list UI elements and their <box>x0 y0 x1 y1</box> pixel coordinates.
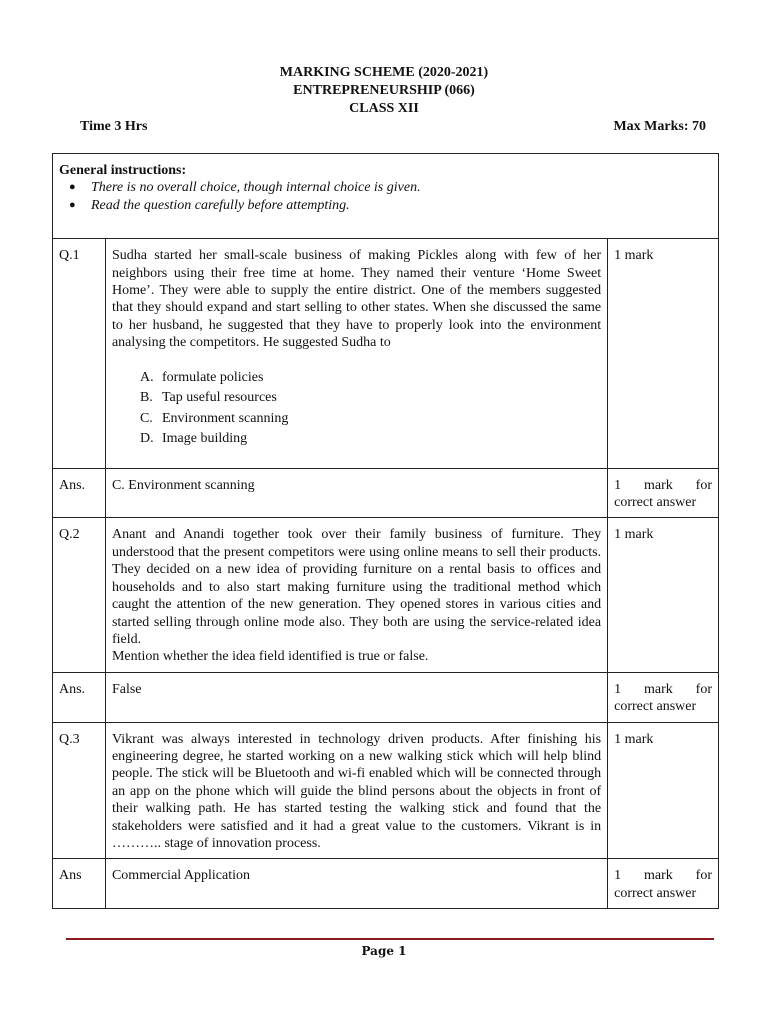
option-text: formulate policies <box>161 369 264 385</box>
meta-row <box>80 119 706 135</box>
instruction-item: ● There is no overall choice, though internal choice is given. <box>91 179 712 196</box>
option-letter: C. <box>139 410 153 426</box>
page-number: Page 1 <box>361 944 407 958</box>
question-marks: 1 mark <box>608 239 719 468</box>
question-number: Q.2 <box>53 518 106 672</box>
instructions-list <box>59 179 712 214</box>
instructions-title: General instructions: <box>59 163 187 178</box>
answer-label: Ans. <box>53 672 106 722</box>
class-title: CLASS XII <box>349 101 419 116</box>
document-header <box>0 64 768 118</box>
answer-text: False <box>105 672 607 722</box>
answer-row-q3 <box>53 859 719 909</box>
instructions-cell <box>53 154 719 239</box>
instruction-item: ● Read the question carefully before attempting. <box>91 197 712 214</box>
options-list <box>112 368 601 450</box>
question-text: Anant and Anandi together took over their family business of furniture. They understood that the present competitors were using online means to sell their products. They decided on a new idea of providing furniture on a rental basis to offices and households and to also start making furniture using the traditional method which caught the attention of the new generation. They opened stores in various cities and started selling through online mode also. They both are using the service-related idea field. <box>111 527 602 647</box>
question-row-q2 <box>53 518 719 672</box>
instructions-row <box>53 154 719 239</box>
option-letter: D. <box>139 431 154 447</box>
question-text-cell <box>105 239 607 468</box>
option-letter: B. <box>139 390 153 406</box>
answer-marks: 1 mark for correct answer <box>608 468 719 518</box>
option-item <box>140 409 601 430</box>
answer-label: Ans <box>53 859 106 909</box>
option-item <box>140 388 601 409</box>
option-text: Image building <box>161 431 248 447</box>
question-text: Vikrant was always interested in technology driven products. After finishing his engineering degree, he started working on a new walking stick which will help blind people. The stick will be Bluetooth and wi-fi enabled which will be connected through an app on the phone which will guide the blind persons about the objects in front of their walking path. He has started testing the walking stick and found that the stakeholders were satisfied and it had a great value to the customers. Vikrant is in ……….. stage of innovation process. <box>105 722 607 859</box>
question-row-q3 <box>53 722 719 859</box>
question-number: Q.1 <box>53 239 106 468</box>
answer-row-q2 <box>53 672 719 722</box>
marking-scheme-table <box>52 153 719 909</box>
question-prompt: Mention whether the idea field identified is true or false. <box>111 649 429 665</box>
question-text-cell <box>105 518 607 672</box>
answer-text: Commercial Application <box>105 859 607 909</box>
time-label: Time 3 Hrs <box>80 119 148 134</box>
question-number: Q.3 <box>53 722 106 859</box>
answer-label: Ans. <box>53 468 106 518</box>
option-text: Tap useful resources <box>161 390 277 406</box>
scheme-title: MARKING SCHEME (2020-2021) <box>279 65 489 80</box>
answer-row-q1 <box>53 468 719 518</box>
question-marks: 1 mark <box>608 722 719 859</box>
option-letter: A. <box>139 369 154 385</box>
question-row-q1 <box>53 239 719 468</box>
question-text: Sudha started her small-scale business of making Pickles along with few of her neighbors using their free time at home. They named their venture ‘Home Sweet Home’. They were able to supply the entire district. One of the members suggested that they should expand and start selling to other states. When she discussed the same to her husband, he suggested that they have to properly look into the environment analysing the competitors. He suggested Sudha to <box>111 248 602 351</box>
option-item <box>140 368 601 389</box>
subject-title: ENTREPRENEURSHIP (066) <box>293 83 475 98</box>
question-marks: 1 mark <box>608 518 719 672</box>
footer-divider <box>66 938 714 940</box>
option-item <box>140 429 601 450</box>
answer-marks: 1 mark for correct answer <box>608 859 719 909</box>
max-marks-label: Max Marks: 70 <box>613 119 706 134</box>
answer-marks: 1 mark for correct answer <box>608 672 719 722</box>
answer-text: C. Environment scanning <box>105 468 607 518</box>
option-text: Environment scanning <box>161 410 289 426</box>
